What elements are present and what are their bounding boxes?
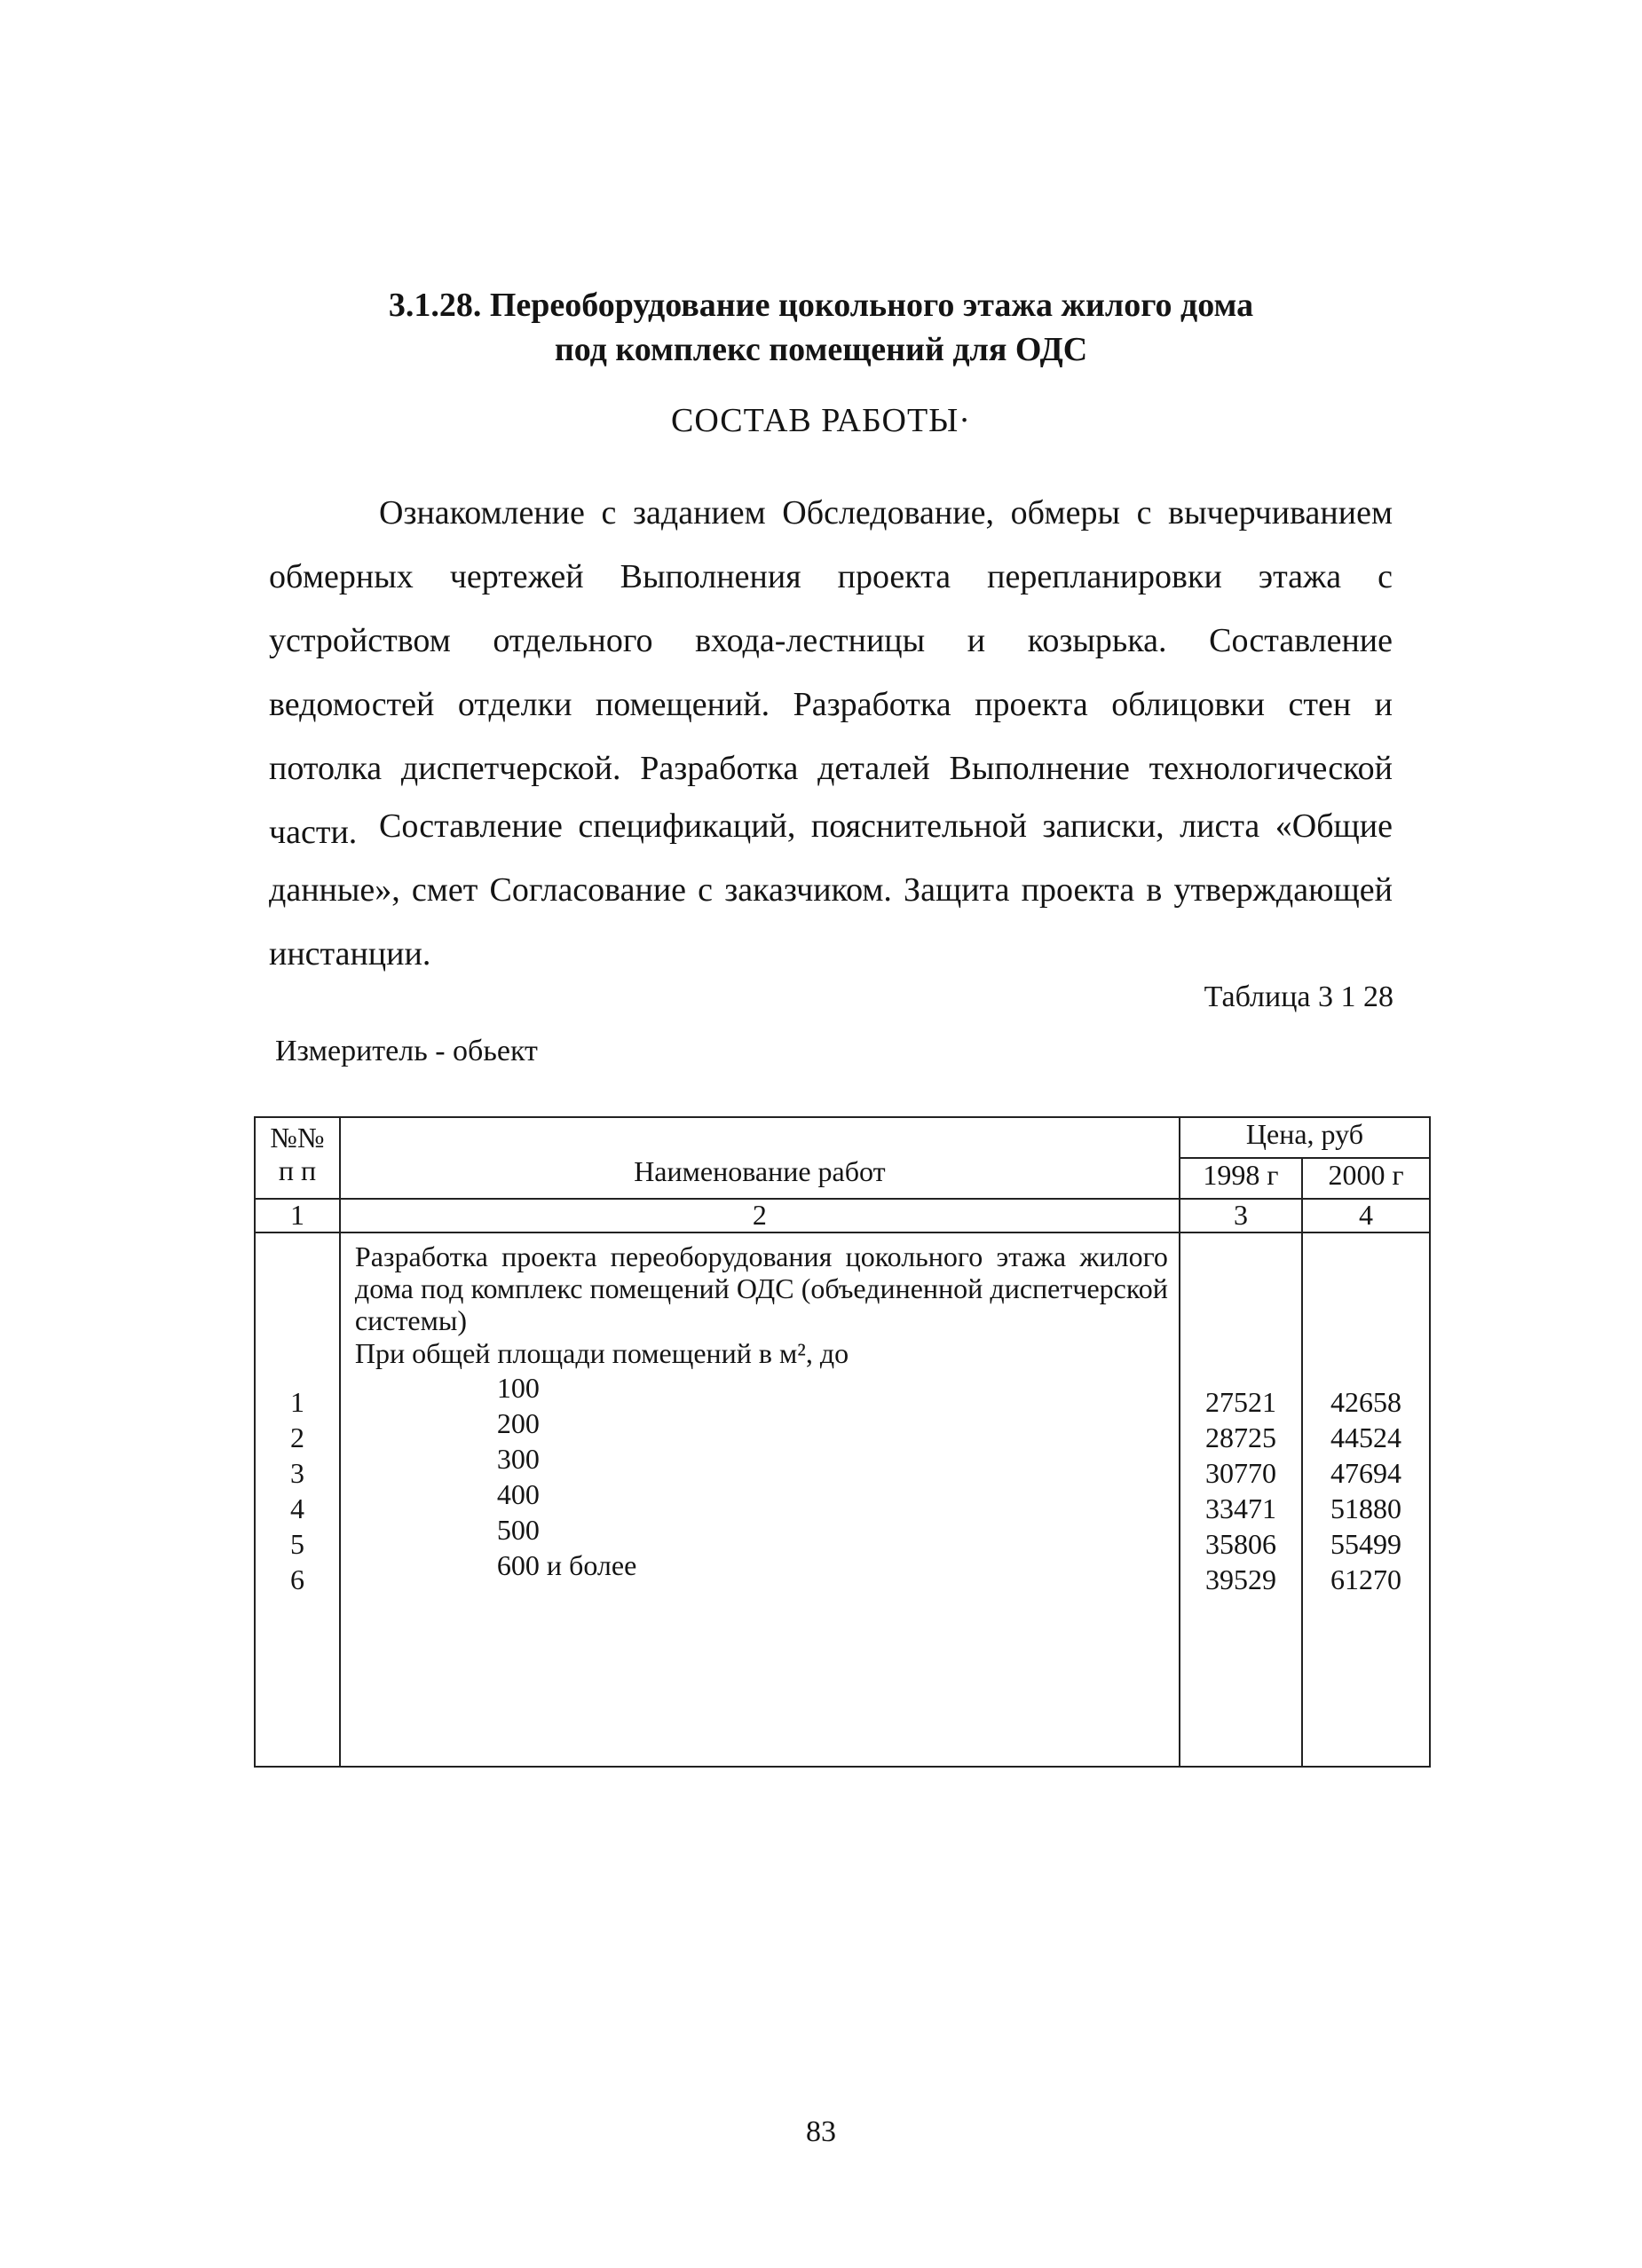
price-1998-column [1180,1232,1302,1767]
work-description-cell [340,1232,1180,1767]
num-header-cell [255,1117,340,1199]
name-header: Наименование работ [634,1154,886,1187]
price-1998: 39529 [1204,1563,1276,1595]
work-description: Разработка проекта переоборудования цокольного этажа жилого дома под комплекс помещений ОДС (объединенной диспетчерской системы) [354,1240,1168,1336]
row-number: 2 [289,1421,304,1453]
year-1998-header: 1998 г [1180,1158,1302,1199]
price-2000: 61270 [1330,1563,1402,1595]
section-title-line-1: 3.1.28. Переоборудование цокольного этажа жилого дома [388,287,1254,324]
price-2000: 55499 [1330,1528,1402,1560]
price-1998: 33471 [1204,1492,1276,1524]
area-value: 200 [496,1407,540,1439]
paragraph-1: Ознакомление с заданием Обследование, обмеры с вычерчиванием обмерных чертежей Выполнения проекта перепланировки этажа с устройством отдельного входа-лестницы и козырька. Составление ведомостей отделки помещений. Разработка проекта облицовки стен и потолка диспетчерской. Разработка деталей Выполнение технологической части. [269,494,1393,851]
price-1998: 28725 [1204,1421,1276,1453]
price-table [254,1116,1431,1768]
table-caption: Таблица 3 1 28 [1204,980,1393,1013]
measure-unit: Измеритель - обьект [275,1035,538,1067]
price-2000: 51880 [1330,1492,1402,1524]
area-value: 400 [496,1478,540,1510]
table-body-row [255,1232,1430,1767]
table-header-row-1 [255,1117,1430,1158]
column-index-1: 1 [255,1199,340,1232]
column-index-4: 4 [1302,1199,1430,1232]
work-composition-heading: СОСТАВ РАБОТЫ· [671,402,971,439]
num-header-line-1: №№ [270,1122,325,1154]
price-1998: 27521 [1204,1386,1276,1418]
price-1998: 35806 [1204,1528,1276,1560]
column-index-2: 2 [340,1199,1180,1232]
page-number: 83 [806,2115,836,2148]
row-number: 6 [289,1563,304,1595]
price-2000: 44524 [1330,1421,1402,1453]
price-2000-column [1302,1232,1430,1767]
price-1998: 30770 [1204,1457,1276,1489]
area-label: При общей площади помещений в м², до [354,1337,849,1369]
column-index-row [255,1199,1430,1232]
row-number: 3 [289,1457,304,1489]
area-value: 100 [496,1372,540,1404]
row-number: 5 [289,1528,304,1560]
price-2000: 47694 [1330,1457,1402,1489]
row-number: 4 [289,1492,304,1524]
num-header-line-2: п п [278,1154,317,1186]
row-number: 1 [289,1386,304,1418]
row-numbers [255,1232,340,1767]
price-2000: 42658 [1330,1386,1402,1418]
name-header-cell [340,1117,1180,1199]
year-2000-header: 2000 г [1302,1158,1430,1199]
section-title-line-2: под комплекс помещений для ОДС [554,331,1088,368]
area-value: 500 [496,1514,540,1546]
column-index-3: 3 [1180,1199,1302,1232]
price-header: Цена, руб [1180,1117,1430,1158]
area-value: 300 [496,1443,540,1475]
area-value: 600 и более [496,1549,637,1581]
paragraph-2: Составление спецификаций, пояснительной записки, листа «Общие данные», смет Согласование с заказчиком. Защита проекта в утверждающей инстанции. [269,807,1393,973]
